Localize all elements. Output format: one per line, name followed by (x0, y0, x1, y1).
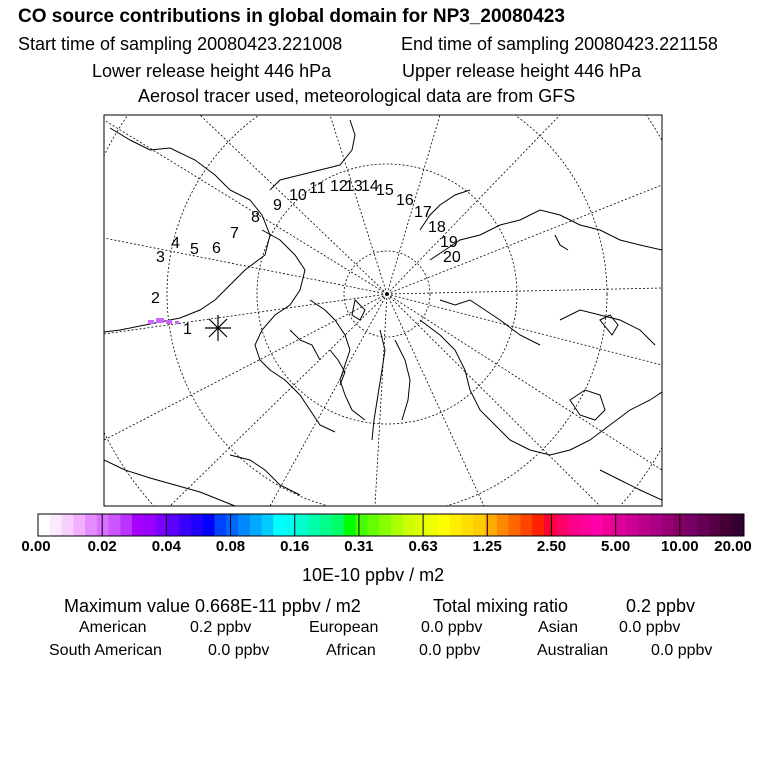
trajectory-label-9: 9 (273, 197, 282, 214)
plot-title: CO source contributions in global domain for NP3_20080423 (18, 6, 565, 27)
colorbar-cell (544, 514, 556, 536)
region-name: Asian (538, 619, 579, 636)
trajectory-label-10: 10 (289, 187, 307, 204)
trajectory-label-18: 18 (428, 219, 446, 236)
region-name: American (79, 619, 147, 636)
colorbar-cell (109, 514, 121, 536)
colorbar-tick-label: 10.00 (661, 538, 699, 555)
start-time-text: Start time of sampling 20080423.221008 (18, 34, 343, 54)
colorbar-cell (403, 514, 415, 536)
colorbar-cell (226, 514, 238, 536)
colorbar-cell (497, 514, 509, 536)
colorbar-cell (473, 514, 485, 536)
trajectory-label-12: 12 (330, 178, 348, 195)
colorbar-cell (120, 514, 132, 536)
colorbar-cell (532, 514, 544, 536)
colorbar-tick-label: 0.08 (215, 538, 246, 555)
region-name: European (309, 619, 379, 636)
colorbar-tick-label: 5.00 (601, 538, 631, 555)
colorbar-cell (438, 514, 450, 536)
colorbar-cell (697, 514, 709, 536)
trajectory-label-16: 16 (396, 192, 414, 209)
colorbar-cell (97, 514, 109, 536)
trajectory-label-15: 15 (376, 182, 394, 199)
colorbar-cell (179, 514, 191, 536)
colorbar-cell (367, 514, 379, 536)
colorbar-cell (344, 514, 356, 536)
colorbar-tick-label: 2.50 (536, 538, 567, 555)
trajectory-label-11: 11 (309, 180, 326, 197)
trajectory-label-8: 8 (251, 209, 260, 226)
colorbar-cell (379, 514, 391, 536)
colorbar-cell (732, 514, 744, 536)
max-value-text: Maximum value 0.668E-11 ppbv / m2 (64, 596, 361, 616)
colorbar-tick-label: 0.00 (21, 538, 51, 555)
colorbar-cell (603, 514, 615, 536)
colorbar-cell (332, 514, 344, 536)
colorbar-cell (450, 514, 462, 536)
region-value: 0.0 ppbv (619, 619, 681, 636)
colorbar-cell (556, 514, 568, 536)
colorbar-cell (462, 514, 474, 536)
colorbar-cell (356, 514, 368, 536)
colorbar-cell (615, 514, 627, 536)
tracer-note-text: Aerosol tracer used, meteorological data are from GFS (138, 86, 576, 106)
trajectory-label-1: 1 (183, 321, 192, 338)
colorbar-cell (591, 514, 603, 536)
region-value: 0.0 ppbv (419, 642, 481, 659)
end-time-text: End time of sampling 20080423.221158 (401, 34, 718, 54)
colorbar-tick-label: 0.63 (408, 538, 438, 555)
colorbar-tick-label: 20.00 (714, 538, 752, 555)
region-name: South American (49, 642, 162, 659)
trajectory-label-2: 2 (151, 290, 160, 307)
colorbar-cell (509, 514, 521, 536)
colorbar-cell (273, 514, 285, 536)
trajectory-label-17: 17 (414, 204, 432, 221)
colorbar-cell (650, 514, 662, 536)
colorbar-cell (320, 514, 332, 536)
lower-height-text: Lower release height 446 hPa (92, 61, 332, 81)
total-mixing-value: 0.2 ppbv (626, 596, 696, 616)
trajectory-label-6: 6 (212, 240, 221, 257)
colorbar-cell (709, 514, 721, 536)
colorbar-cell (638, 514, 650, 536)
colorbar-cell (203, 514, 215, 536)
colorbar-cell (662, 514, 674, 536)
total-mixing-label: Total mixing ratio (433, 596, 569, 616)
colorbar-tick-label: 0.02 (87, 538, 117, 555)
colorbar-cell (685, 514, 697, 536)
region-value: 0.0 ppbv (651, 642, 713, 659)
colorbar-cell (426, 514, 438, 536)
colorbar-cell (391, 514, 403, 536)
colorbar-tick-label: 1.25 (472, 538, 502, 555)
colorbar-cell (167, 514, 179, 536)
colorbar-cell (250, 514, 262, 536)
region-value: 0.2 ppbv (190, 619, 252, 636)
colorbar-cell (85, 514, 97, 536)
colorbar-cell (238, 514, 250, 536)
colorbar-cell (262, 514, 274, 536)
colorbar-cell (191, 514, 203, 536)
colorbar-cell (579, 514, 591, 536)
colorbar-cell (520, 514, 532, 536)
colorbar-cell (62, 514, 74, 536)
trajectory-label-14: 14 (361, 178, 379, 195)
colorbar-cell (297, 514, 309, 536)
colorbar-tick-label: 0.04 (151, 538, 181, 555)
trajectory-label-3: 3 (156, 249, 165, 266)
upper-height-text: Upper release height 446 hPa (402, 61, 642, 81)
colorbar-cell (568, 514, 580, 536)
colorbar-cell (50, 514, 62, 536)
trajectory-label-20: 20 (443, 249, 461, 266)
colorbar-cell (144, 514, 156, 536)
colorbar-unit: 10E-10 ppbv / m2 (302, 565, 445, 585)
colorbar-cell (38, 514, 50, 536)
colorbar-cell (626, 514, 638, 536)
trajectory-label-13: 13 (345, 178, 363, 195)
colorbar-cell (132, 514, 144, 536)
colorbar-cell (73, 514, 85, 536)
region-name: African (326, 642, 376, 659)
colorbar-cell (415, 514, 427, 536)
colorbar-cell (720, 514, 732, 536)
colorbar-cell (285, 514, 297, 536)
colorbar-cell (309, 514, 321, 536)
colorbar-tick-label: 0.31 (344, 538, 374, 555)
colorbar-tick-label: 0.16 (280, 538, 310, 555)
trajectory-label-7: 7 (230, 225, 239, 242)
trajectory-label-19: 19 (440, 234, 458, 251)
colorbar-cell (215, 514, 227, 536)
region-value: 0.0 ppbv (421, 619, 483, 636)
region-name: Australian (537, 642, 609, 659)
trajectory-label-4: 4 (171, 235, 180, 252)
region-value: 0.0 ppbv (208, 642, 270, 659)
trajectory-label-5: 5 (190, 241, 199, 258)
